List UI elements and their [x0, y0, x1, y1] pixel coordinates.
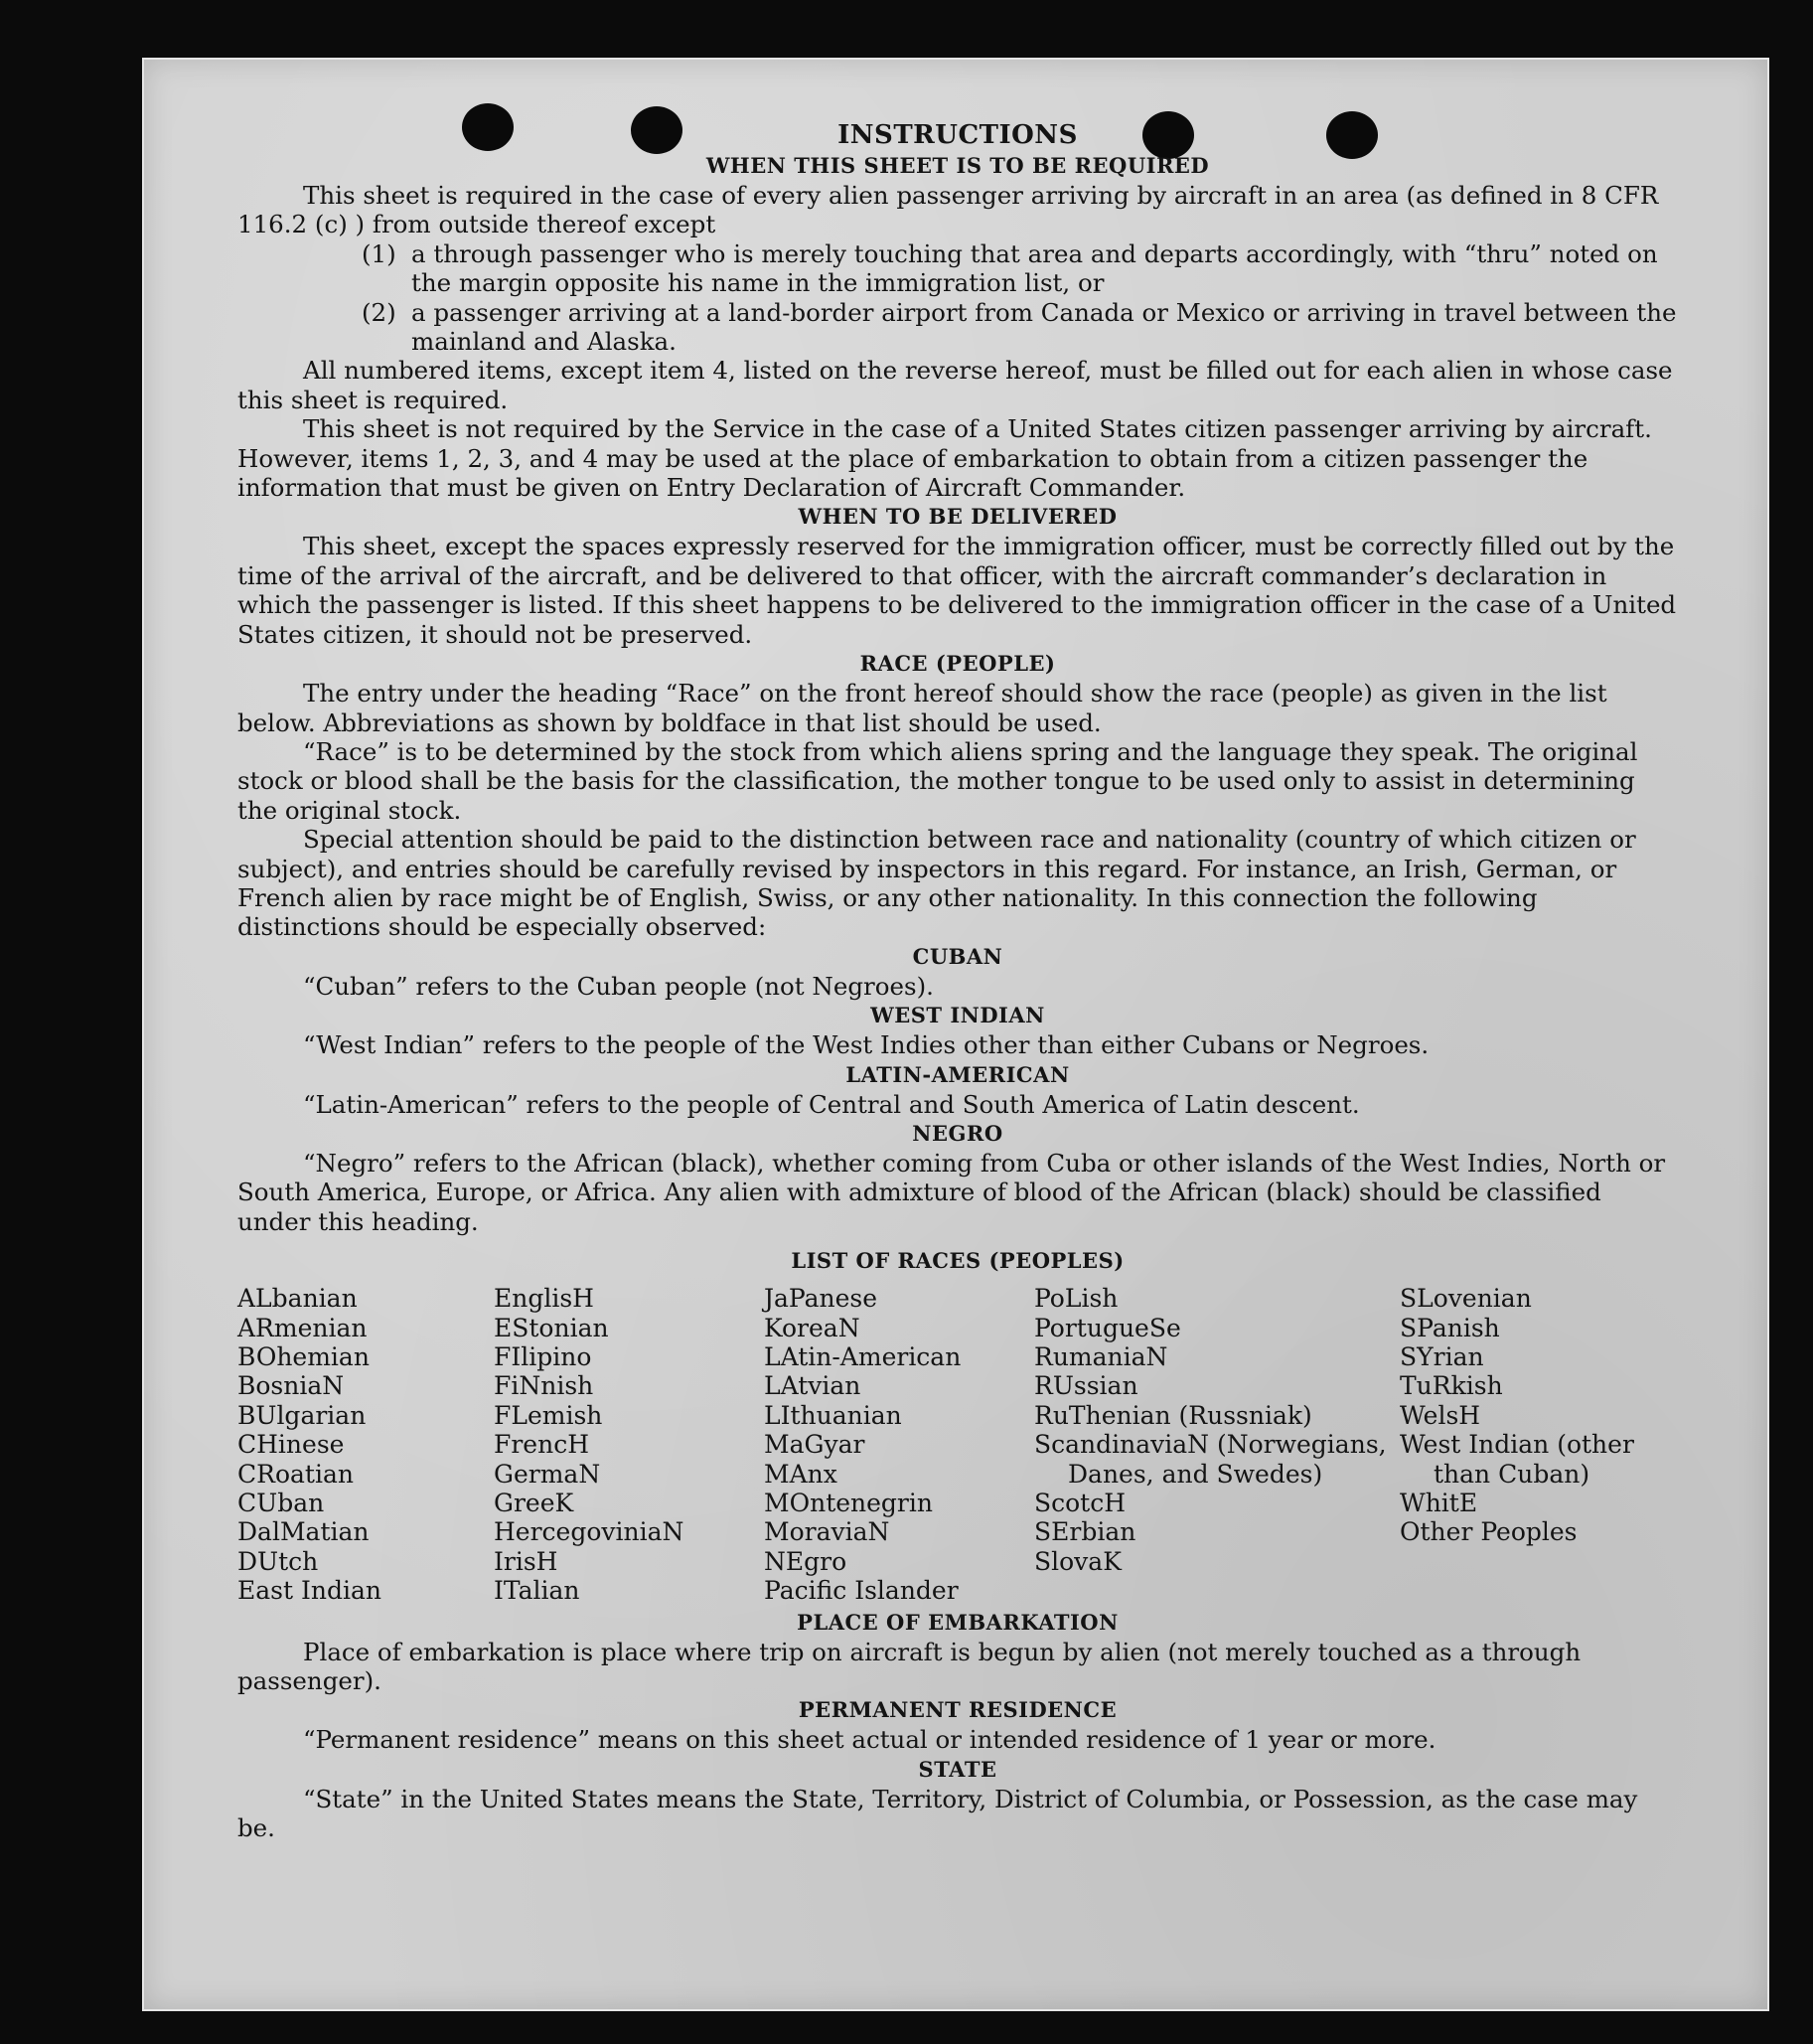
paragraph: “West Indian” refers to the people of the West Indies other than either Cubans or Negroes.	[303, 1030, 1430, 1060]
race-entry: MOntenegrin	[764, 1489, 933, 1518]
race-entry: JaPanese	[764, 1284, 878, 1314]
race-entry: LAtin-American	[764, 1342, 962, 1371]
item-text: a through passenger who is merely touching that area and departs accordingly, with “thru” noted on the margin opposite his name in the immigration list, or	[411, 238, 1658, 298]
race-entry: SYrian	[1400, 1342, 1484, 1371]
race-entry: ScandinaviaN (Norwegians, Danes, and Swedes)	[1034, 1430, 1387, 1489]
race-entry: SLovenian	[1400, 1284, 1532, 1314]
race-entry: LAtvian	[764, 1371, 861, 1401]
section-heading: WHEN THIS SHEET IS TO BE REQUIRED	[705, 153, 1210, 178]
section-heading: WEST INDIAN	[870, 1003, 1045, 1028]
race-entry: EnglisH	[494, 1284, 594, 1314]
race-entry: MaGyar	[764, 1430, 865, 1460]
race-entry: DUtch	[237, 1546, 319, 1576]
race-entry: IrisH	[494, 1546, 558, 1576]
race-entry: FrencH	[494, 1430, 589, 1460]
race-entry: TuRkish	[1400, 1371, 1503, 1401]
paragraph: This sheet, except the spaces expressly reserved for the immigration officer, must be correctly filled out by the time of the arrival of the aircraft, and be delivered to that officer, with the aircraft commander’s declaration in which the passenger is listed. If this sheet happens to be delivered to the immigration officer in the case of a United States citizen, it should not be preserved.	[237, 532, 1677, 649]
race-entry: SErbian	[1034, 1517, 1136, 1547]
section-heading: PLACE OF EMBARKATION	[797, 1609, 1119, 1635]
race-entry: East Indian	[237, 1576, 381, 1606]
race-entry: BUlgarian	[237, 1400, 367, 1430]
item-number: (1)	[362, 238, 396, 268]
race-entry: Pacific Islander	[764, 1576, 959, 1606]
races-column	[764, 1284, 1034, 1605]
race-entry: ScotcH	[1034, 1489, 1127, 1518]
race-entry: GermaN	[494, 1459, 601, 1489]
paragraph: “Permanent residence” means on this sheet actual or intended residence of 1 year or more.	[303, 1725, 1436, 1755]
race-entry: CHinese	[237, 1430, 345, 1460]
section-heading: CUBAN	[912, 943, 1003, 969]
race-entry: FiNnish	[494, 1371, 594, 1401]
section-heading: LATIN-AMERICAN	[845, 1061, 1070, 1087]
race-entry: LIthuanian	[764, 1400, 902, 1430]
race-entry: West Indian (other than Cuban)	[1400, 1430, 1634, 1489]
document-sheet	[142, 58, 1769, 2011]
item-text: a passenger arriving at a land-border airport from Canada or Mexico or arriving in travel between the mainland and Alaska.	[411, 297, 1677, 357]
form-title: INSTRUCTIONS	[837, 120, 1078, 150]
paragraph: “Cuban” refers to the Cuban people (not Negroes).	[303, 971, 934, 1001]
section-heading: STATE	[918, 1756, 997, 1782]
races-column	[237, 1284, 494, 1605]
race-entry: PortugueSe	[1034, 1313, 1181, 1342]
races-column	[1400, 1284, 1678, 1605]
race-entry: EStonian	[494, 1313, 609, 1342]
race-entry: NEgro	[764, 1546, 847, 1576]
race-entry: RuThenian (Russniak)	[1034, 1400, 1312, 1430]
section-heading: WHEN TO BE DELIVERED	[798, 504, 1118, 530]
race-entry: SPanish	[1400, 1313, 1500, 1342]
race-entry: CRoatian	[237, 1459, 354, 1489]
instructions-content	[237, 119, 1678, 1843]
race-entry: MAnx	[764, 1459, 837, 1489]
race-entry: WelsH	[1400, 1400, 1481, 1430]
paragraph: All numbered items, except item 4, listed on the reverse hereof, must be filled out for each alien in whose case this sheet is required.	[237, 356, 1673, 414]
paragraph: “State” in the United States means the State, Territory, District of Columbia, or Possession, as the case may be.	[237, 1784, 1638, 1843]
race-entry: FLemish	[494, 1400, 603, 1430]
race-entry: RumaniaN	[1034, 1342, 1168, 1371]
race-entry: GreeK	[494, 1489, 574, 1518]
race-entry: CUban	[237, 1489, 325, 1518]
section-heading: NEGRO	[912, 1120, 1003, 1146]
race-entry: KoreaN	[764, 1313, 860, 1342]
races-heading: LIST OF RACES (PEOPLES)	[791, 1248, 1125, 1274]
paragraph: This sheet is required in the case of every alien passenger arriving by aircraft in an area (as defined in 8 CFR 116.2 (c) ) from outside thereof except	[237, 181, 1659, 239]
race-entry: ARmenian	[237, 1313, 368, 1342]
paragraph: “Negro” refers to the African (black), whether coming from Cuba or other islands of the West Indies, North or South America, Europe, or Africa. Any alien with admixture of blood of the African (black) should be classified under this heading.	[237, 1148, 1666, 1236]
exception-item	[237, 298, 1678, 357]
race-entry: ALbanian	[237, 1284, 358, 1314]
race-entry: RUssian	[1034, 1371, 1138, 1401]
race-entry: MoraviaN	[764, 1517, 890, 1547]
race-entry: HercegoviniaN	[494, 1517, 684, 1547]
race-entry: ITalian	[494, 1576, 580, 1606]
race-entry: WhitE	[1400, 1489, 1478, 1518]
paragraph: “Race” is to be determined by the stock from which aliens spring and the language they speak. The original stock or blood shall be the basis for the classification, the mother tongue to be used only to assist in determining the original stock.	[237, 736, 1638, 825]
paragraph: “Latin-American” refers to the people of Central and South America of Latin descent.	[303, 1089, 1360, 1119]
race-entry: SlovaK	[1034, 1546, 1122, 1576]
races-list	[237, 1284, 1678, 1605]
races-column	[494, 1284, 764, 1605]
paragraph: Place of embarkation is place where trip on aircraft is begun by alien (not merely touched as a through passenger).	[237, 1637, 1582, 1696]
item-number: (2)	[362, 297, 396, 327]
race-entry: BosniaN	[237, 1371, 345, 1401]
exception-item	[237, 239, 1678, 298]
race-entry: DalMatian	[237, 1517, 370, 1547]
paragraph: Special attention should be paid to the distinction between race and nationality (country of which citizen or subject), and entries should be carefully revised by inspectors in this regard. For instance, an Irish, German, or French alien by race might be of English, Swiss, or any other nationality. In this connection the following distinctions should be especially observed:	[237, 825, 1636, 942]
race-entry: PoLish	[1034, 1284, 1119, 1314]
race-entry: FIlipino	[494, 1342, 592, 1371]
section-heading: PERMANENT RESIDENCE	[798, 1697, 1118, 1723]
paragraph: This sheet is not required by the Service in the case of a United States citizen passenger arriving by aircraft. However, items 1, 2, 3, and 4 may be used at the place of embarkation to obtain from a citizen passenger the information that must be given on Entry Declaration of Aircraft Commander.	[237, 414, 1652, 503]
paragraph: The entry under the heading “Race” on the front hereof should show the race (people) as given in the list below. Abbreviations as shown by boldface in that list should be used.	[237, 679, 1607, 737]
race-entry: Other Peoples	[1400, 1517, 1578, 1547]
section-heading: RACE (PEOPLE)	[859, 651, 1056, 677]
races-column	[1034, 1284, 1400, 1605]
race-entry: BOhemian	[237, 1342, 370, 1371]
